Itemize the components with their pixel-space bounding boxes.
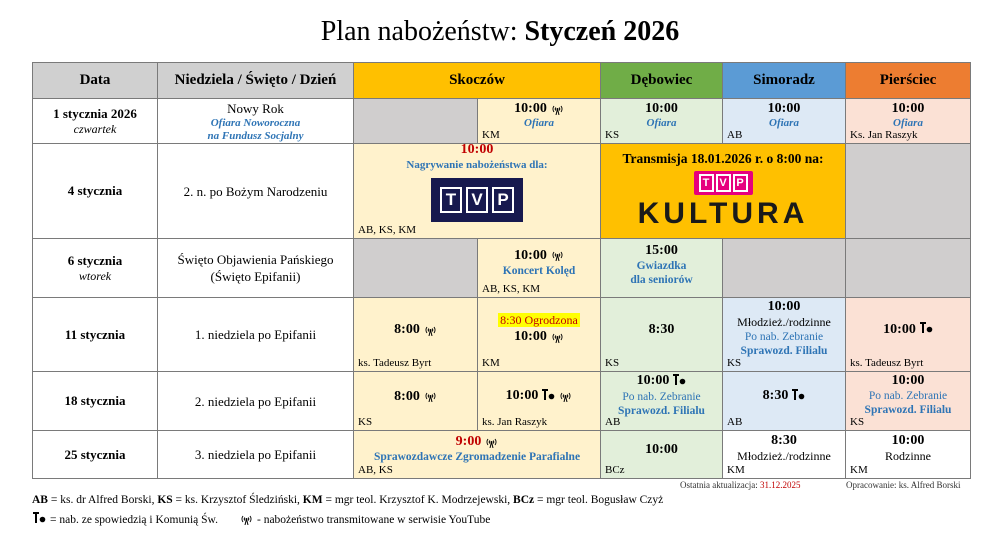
transmission-cell: Transmisja 18.01.2026 r. o 8:00 na: T V P KULTURA bbox=[601, 144, 846, 239]
tvp-kultura-logo: T V P KULTURA bbox=[638, 171, 809, 231]
table-row bbox=[33, 298, 971, 372]
table-row bbox=[33, 431, 971, 479]
simoradz-cell-empty bbox=[723, 239, 846, 298]
skoczow-cell-empty bbox=[354, 239, 478, 298]
confession-communion-icon bbox=[919, 322, 933, 338]
piersciec-cell-empty bbox=[846, 144, 971, 239]
row-date: 1 stycznia 2026 czwartek bbox=[33, 99, 158, 144]
page-title bbox=[0, 14, 1000, 50]
table-row bbox=[33, 372, 971, 431]
broadcast-icon bbox=[551, 332, 564, 343]
abbreviations-legend: AB = ks. dr Alfred Borski, KS = ks. Krzysztof Śledziński, KM = mgr teol. Krzysztof K. Modrzejewski, BCz = mgr teol. Bogusław Czyż bbox=[32, 494, 664, 506]
skoczow-cell: 10:00 Koncert Kolęd AB, KS, KM bbox=[478, 239, 601, 298]
simoradz-cell: 8:30 Młodzież./rodzinne KM bbox=[723, 431, 846, 479]
skoczow-cell-empty bbox=[354, 99, 478, 144]
broadcast-icon bbox=[551, 104, 564, 115]
header-data: Data bbox=[33, 63, 158, 99]
confession-communion-icon bbox=[541, 389, 555, 405]
simoradz-cell: 8:30 AB bbox=[723, 372, 846, 431]
skoczow-cell: 8:30 Ogrodzona 10:00 KM bbox=[478, 298, 601, 372]
debowiec-cell: 8:30 KS bbox=[601, 298, 723, 372]
row-date: 25 stycznia bbox=[33, 431, 158, 479]
skoczow-cell: 8:00 ks. Tadeusz Byrt bbox=[354, 298, 478, 372]
row-day: 2. n. po Bożym Narodzeniu bbox=[158, 144, 354, 239]
title-prefix: Plan nabożeństw: bbox=[320, 16, 518, 47]
skoczow-cell: 8:00 KS bbox=[354, 372, 478, 431]
simoradz-cell: 10:00 Młodzież./rodzinne Po nab. Zebranie Sprawozd. Filialu KS bbox=[723, 298, 846, 372]
confession-communion-icon bbox=[791, 389, 805, 405]
prepared-by: Opracowanie: ks. Alfred Borski bbox=[846, 480, 961, 490]
title-month: Styczeń 2026 bbox=[524, 16, 680, 47]
header-debowiec: Dębowiec bbox=[601, 63, 723, 99]
header-dzien: Niedziela / Święto / Dzień bbox=[158, 63, 354, 99]
piersciec-cell: 10:00 ks. Tadeusz Byrt bbox=[846, 298, 971, 372]
debowiec-cell: 15:00 Gwiazdka dla seniorów bbox=[601, 239, 723, 298]
header-piersciec: Pierściec bbox=[846, 63, 971, 99]
symbols-legend: = nab. ze spowiedzią i Komunią Św. - nabożeństwo transmitowane w serwisie YouTube bbox=[32, 512, 490, 527]
skoczow-cell: 10:00 Nagrywanie nabożeństwa dla: T V P AB, KS, KM bbox=[354, 144, 601, 239]
schedule-table bbox=[32, 62, 971, 479]
table-row bbox=[33, 239, 971, 298]
row-date: 6 stycznia wtorek bbox=[33, 239, 158, 298]
row-day: 1. niedziela po Epifanii bbox=[158, 298, 354, 372]
broadcast-icon bbox=[424, 391, 437, 402]
broadcast-icon bbox=[559, 391, 572, 402]
table-row bbox=[33, 144, 971, 239]
table-row bbox=[33, 99, 971, 144]
broadcast-icon bbox=[240, 514, 253, 525]
skoczow-cell: 9:00 Sprawozdawcze Zgromadzenie Parafialne AB, KS bbox=[354, 431, 601, 479]
debowiec-cell: 10:00 BCz bbox=[601, 431, 723, 479]
skoczow-cell: 10:00 ks. Jan Raszyk bbox=[478, 372, 601, 431]
row-day: Nowy Rok Ofiara Noworoczna na Fundusz Socjalny bbox=[158, 99, 354, 144]
skoczow-cell: 10:00 Ofiara KM bbox=[478, 99, 601, 144]
piersciec-cell: 10:00 Po nab. Zebranie Sprawozd. Filialu KS bbox=[846, 372, 971, 431]
simoradz-cell: 10:00 Ofiara AB bbox=[723, 99, 846, 144]
header-skoczow: Skoczów bbox=[354, 63, 601, 99]
last-updated: Ostatnia aktualizacja: 31.12.2025 bbox=[680, 480, 801, 490]
debowiec-cell: 10:00 Ofiara KS bbox=[601, 99, 723, 144]
piersciec-cell: 10:00 Ofiara Ks. Jan Raszyk bbox=[846, 99, 971, 144]
ogrodzona-highlight: 8:30 Ogrodzona bbox=[500, 313, 578, 327]
confession-communion-icon bbox=[32, 512, 46, 527]
broadcast-icon bbox=[485, 437, 498, 448]
row-date: 4 stycznia bbox=[33, 144, 158, 239]
header-row bbox=[33, 63, 971, 99]
row-date: 11 stycznia bbox=[33, 298, 158, 372]
debowiec-cell: 10:00 Po nab. Zebranie Sprawozd. Filialu AB bbox=[601, 372, 723, 431]
row-date: 18 stycznia bbox=[33, 372, 158, 431]
row-day: 3. niedziela po Epifanii bbox=[158, 431, 354, 479]
piersciec-cell-empty bbox=[846, 239, 971, 298]
row-day: 2. niedziela po Epifanii bbox=[158, 372, 354, 431]
tvp-logo: T V P bbox=[431, 178, 523, 222]
broadcast-icon bbox=[551, 250, 564, 261]
piersciec-cell: 10:00 Rodzinne KM bbox=[846, 431, 971, 479]
row-day: Święto Objawienia Pańskiego (Święto Epifanii) bbox=[158, 239, 354, 298]
confession-communion-icon bbox=[672, 374, 686, 390]
header-simoradz: Simoradz bbox=[723, 63, 846, 99]
broadcast-icon bbox=[424, 325, 437, 336]
